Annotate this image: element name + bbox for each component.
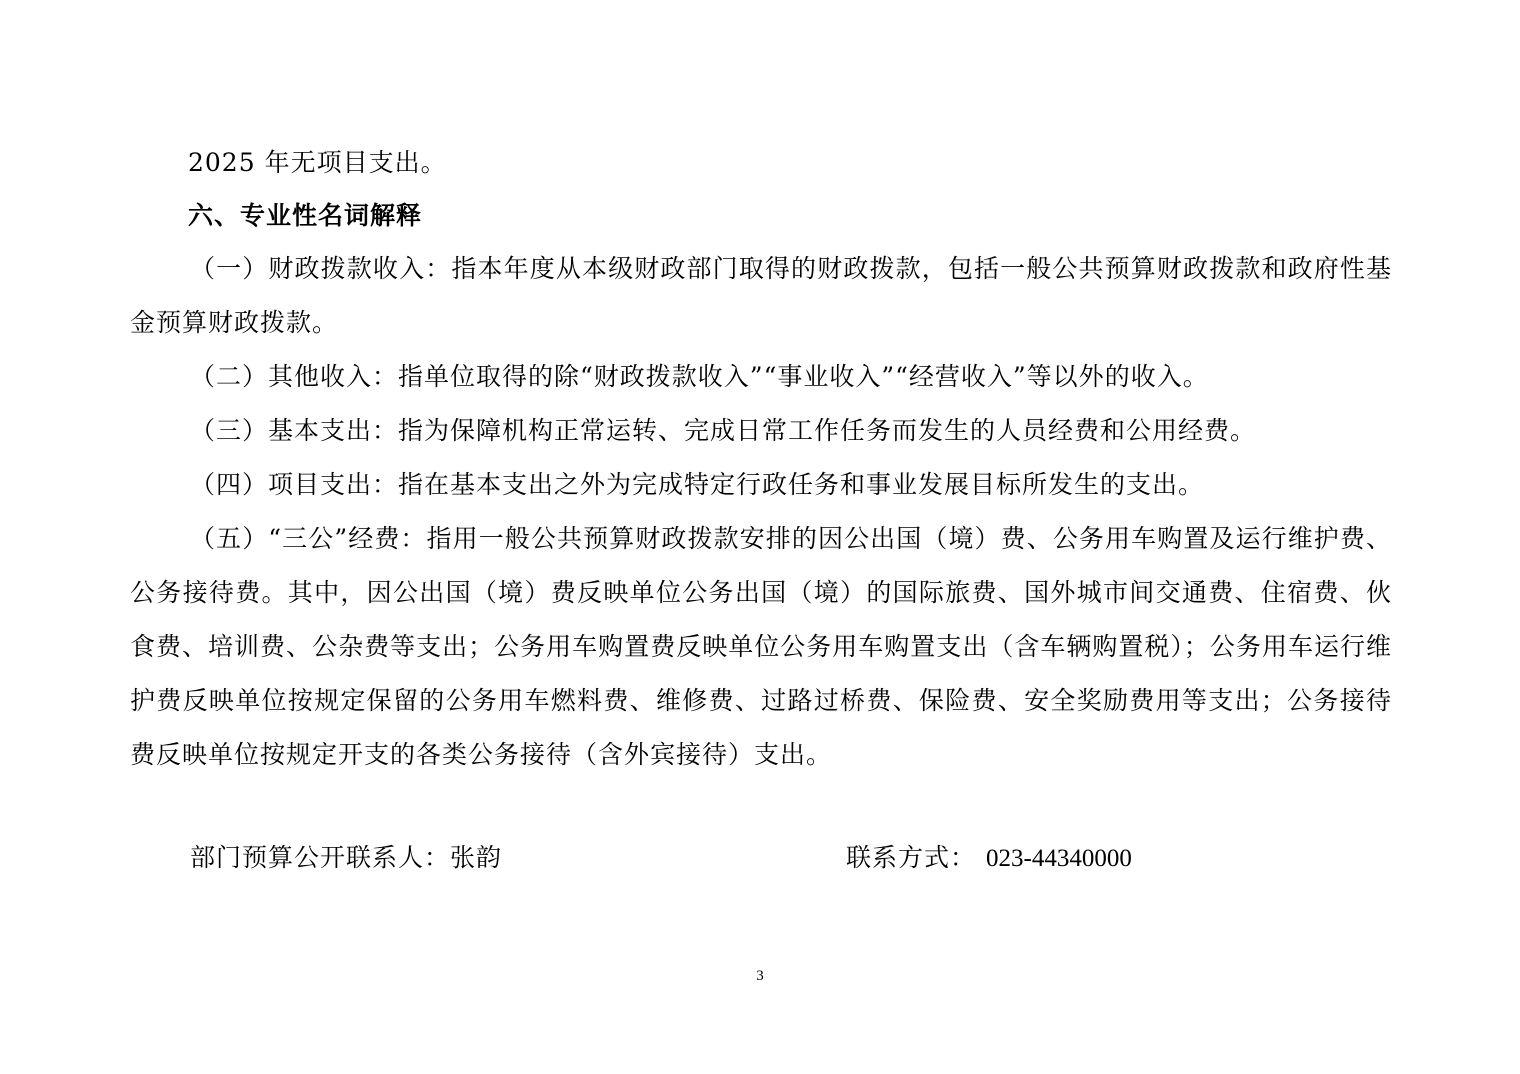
definition-other-income: （二）其他收入：指单位取得的除“财政拨款收入”“事业收入”“经营收入”等以外的收入。: [190, 362, 1209, 391]
definition-three-public-expenses: （五）“三公”经费：指用一般公共预算财政拨款安排的因公出国（境）费、公务用车购置及运行维护费、公务接待费。其中，因公出国（境）费反映单位公务出国（境）的国际旅费、国外城市间交通费、住宿费、伙食费、培训费、公杂费等支出；公务用车购置费反映单位公务用车购置支出（含车辆购置税）；公务用车运行维护费反映单位按规定保留的公务用车燃料费、维修费、过路过桥费、保险费、安全奖励费用等支出；公务接待费反映单位按规定开支的各类公务接待（含外宾接待）支出。: [130, 524, 1392, 769]
project-expense-note: 2025 年无项目支出。: [188, 148, 447, 177]
page-number: 3: [756, 968, 764, 984]
section-heading: 六、专业性名词解释: [188, 201, 423, 230]
contact-method-label: 联系方式：: [846, 843, 977, 872]
contact-phone: 023-44340000: [986, 845, 1132, 872]
definition-fiscal-appropriation: （一）财政拨款收入：指本年度从本级财政部门取得的财政拨款，包括一般公共预算财政拨款和政府性基金预算财政拨款。: [130, 254, 1392, 337]
definition-basic-expenditure: （三）基本支出：指为保障机构正常运转、完成日常工作任务而发生的人员经费和公用经费。: [190, 416, 1257, 445]
contact-method: [846, 843, 1132, 874]
definition-project-expenditure: （四）项目支出：指在基本支出之外为完成特定行政任务和事业发展目标所发生的支出。: [190, 470, 1205, 499]
contact-person: 部门预算公开联系人：张韵: [190, 843, 503, 872]
